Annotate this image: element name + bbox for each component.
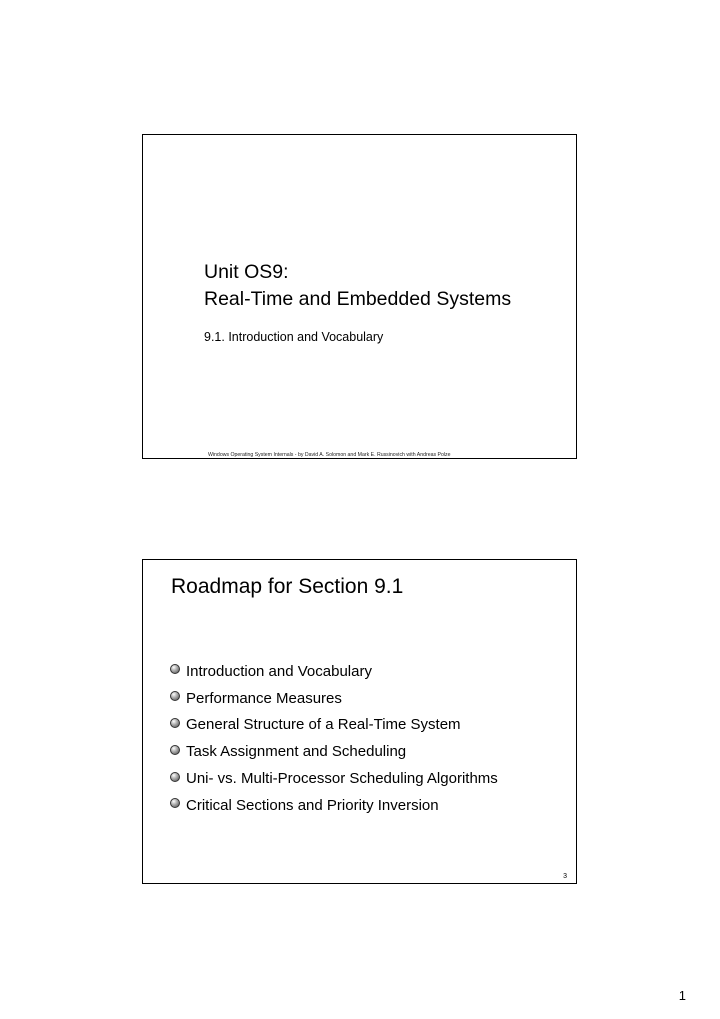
list-item-label: Task Assignment and Scheduling	[186, 743, 407, 761]
slide-1-title	[204, 259, 511, 313]
list-item-label: Uni- vs. Multi-Processor Scheduling Algorithms	[186, 770, 498, 788]
slide-1-title-line-1: Unit OS9:	[204, 261, 289, 283]
slide-2-title: Roadmap for Section 9.1	[171, 575, 404, 598]
roadmap-list	[170, 658, 498, 819]
list-item	[170, 685, 498, 712]
list-item-label: General Structure of a Real-Time System	[186, 716, 461, 734]
list-item-label: Introduction and Vocabulary	[186, 662, 372, 680]
sphere-bullet-icon	[170, 772, 180, 782]
list-item-label: Critical Sections and Priority Inversion	[186, 796, 439, 814]
sphere-bullet-icon	[170, 691, 180, 701]
sphere-bullet-icon	[170, 664, 180, 674]
list-item	[170, 738, 498, 765]
list-item	[170, 658, 498, 685]
list-item	[170, 765, 498, 792]
list-item	[170, 712, 498, 739]
slide-number: 3	[563, 873, 567, 880]
sphere-bullet-icon	[170, 798, 180, 808]
slide-1-subtitle: 9.1. Introduction and Vocabulary	[204, 330, 384, 344]
list-item-label: Performance Measures	[186, 689, 342, 707]
list-item	[170, 792, 498, 819]
slide-2	[142, 559, 577, 884]
slide-1	[142, 134, 577, 459]
page-number: 1	[678, 988, 686, 1003]
sphere-bullet-icon	[170, 745, 180, 755]
sphere-bullet-icon	[170, 718, 180, 728]
slide-1-title-line-2: Real-Time and Embedded Systems	[204, 288, 512, 310]
slide-1-footer: Windows Operating System Internals - by David A. Solomon and Mark E. Russinovich with Andreas Polze	[208, 452, 451, 458]
